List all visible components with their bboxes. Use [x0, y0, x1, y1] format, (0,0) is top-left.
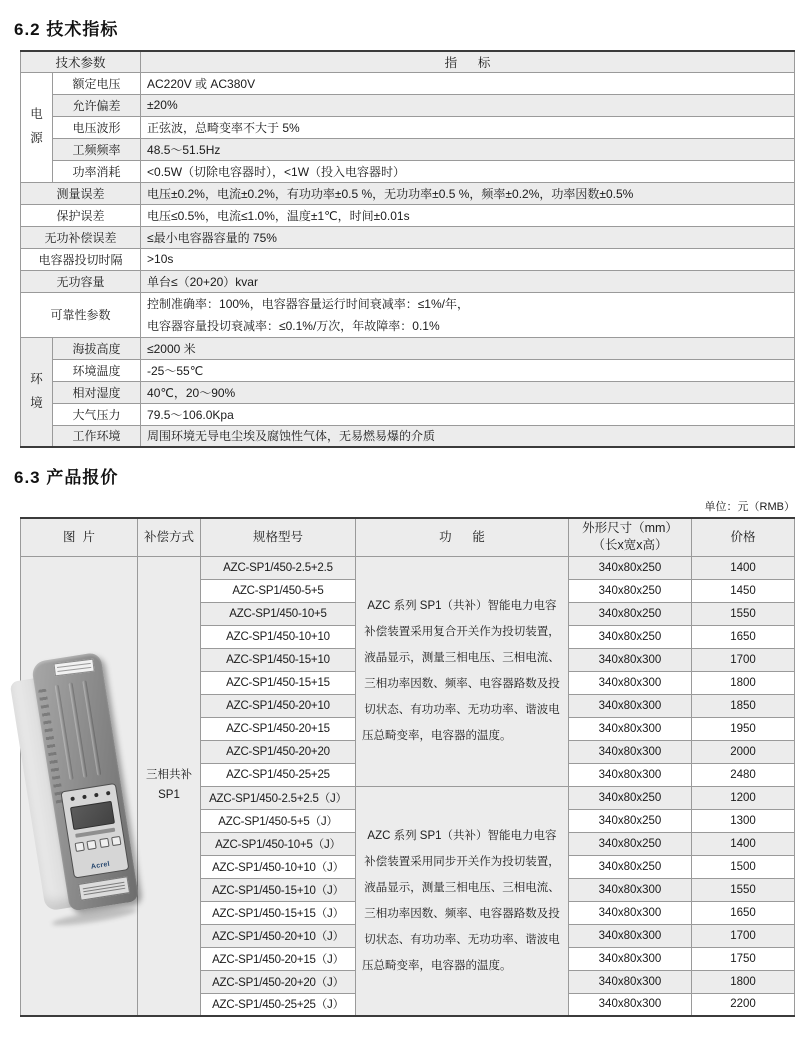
spec-param-label: 可靠性参数 — [21, 292, 141, 337]
spec-row — [21, 226, 795, 248]
dimensions: 340x80x250 — [569, 625, 692, 648]
spec-param-value: 79.5～106.0Kpa — [141, 403, 795, 425]
dimensions: 340x80x300 — [569, 947, 692, 970]
spec-row — [21, 160, 795, 182]
spec-param-label: 工作环境 — [53, 425, 141, 447]
led-indicator — [82, 794, 87, 799]
function-description: AZC 系列 SP1（共补）智能电力电容补偿装置采用同步开关作为投切装置，液晶显示，测量三相电压、三相电流、三相功率因数、频率、电容器路数及投切状态、有功功率、无功功率、谐波电压总畸变率，电容器的温度。 — [356, 786, 569, 1016]
spec-param-label: 无功容量 — [21, 270, 141, 292]
dimensions: 340x80x300 — [569, 878, 692, 901]
spec-param-label: 相对湿度 — [53, 381, 141, 403]
spec-param-label: 大气压力 — [53, 403, 141, 425]
price: 1400 — [692, 832, 795, 855]
price-header-row — [21, 518, 795, 556]
product-image-cell — [21, 556, 138, 1016]
device-control-panel — [60, 782, 129, 878]
capacitor-device-illustration — [5, 650, 149, 925]
spec-row — [21, 116, 795, 138]
price: 1800 — [692, 671, 795, 694]
model-number: AZC-SP1/450-25+25 — [201, 763, 356, 786]
price: 2480 — [692, 763, 795, 786]
price: 1700 — [692, 924, 795, 947]
spec-param-label: 功率消耗 — [53, 160, 141, 182]
price: 1850 — [692, 694, 795, 717]
model-number: AZC-SP1/450-10+5（J） — [201, 832, 356, 855]
price: 1750 — [692, 947, 795, 970]
dimensions: 340x80x250 — [569, 602, 692, 625]
dimensions: 340x80x250 — [569, 579, 692, 602]
spec-value-line: 控制准确率：100%，电容器容量运行时间衰减率：≤1%/年， — [147, 296, 469, 311]
price: 1650 — [692, 625, 795, 648]
spec-param-value: ≤最小电容器容量的 75% — [141, 226, 795, 248]
spec-param-value: ±20% — [141, 94, 795, 116]
model-number: AZC-SP1/450-20+20 — [201, 740, 356, 763]
spec-value-line: 电容器容量投切衰减率：≤0.1%/万次，年故障率：0.1% — [147, 318, 440, 333]
model-number: AZC-SP1/450-20+10（J） — [201, 924, 356, 947]
compensation-mode-cell — [138, 556, 201, 1016]
spec-row — [21, 359, 795, 381]
device-button-row — [75, 835, 122, 851]
dimensions: 340x80x300 — [569, 648, 692, 671]
compensation-mode-line1: 三相共补 — [146, 769, 192, 782]
spec-row — [21, 182, 795, 204]
model-number: AZC-SP1/450-10+10 — [201, 625, 356, 648]
dimensions: 340x80x250 — [569, 809, 692, 832]
model-number: AZC-SP1/450-15+15（J） — [201, 901, 356, 924]
spec-row — [21, 403, 795, 425]
price: 1650 — [692, 901, 795, 924]
spec-param-label: 允许偏差 — [53, 94, 141, 116]
dimensions: 340x80x300 — [569, 924, 692, 947]
price: 1550 — [692, 602, 795, 625]
price-table — [20, 517, 795, 1017]
device-groove — [82, 680, 101, 775]
compensation-mode-line2: SP1 — [158, 788, 180, 801]
price-header-model: 规格型号 — [201, 518, 356, 556]
model-number: AZC-SP1/450-15+15 — [201, 671, 356, 694]
dimensions: 340x80x300 — [569, 970, 692, 993]
dimensions: 340x80x300 — [569, 671, 692, 694]
spec-row — [21, 204, 795, 226]
dimensions: 340x80x300 — [569, 740, 692, 763]
price-header-image: 图 片 — [21, 518, 138, 556]
section-6-2-title: 6.2 技术指标 — [14, 20, 119, 39]
price: 1300 — [692, 809, 795, 832]
device-button — [111, 835, 121, 845]
spec-param-label: 保护误差 — [21, 204, 141, 226]
spec-param-value: 40℃，20～90% — [141, 381, 795, 403]
price-header-mode: 补偿方式 — [138, 518, 201, 556]
spec-table — [20, 50, 795, 448]
device-top-label — [53, 658, 94, 676]
spec-param-label: 海拔高度 — [53, 337, 141, 359]
spec-row — [21, 425, 795, 447]
spec-row — [21, 138, 795, 160]
dimensions: 340x80x250 — [569, 832, 692, 855]
model-number: AZC-SP1/450-15+10 — [201, 648, 356, 671]
model-number: AZC-SP1/450-5+5（J） — [201, 809, 356, 832]
model-number: AZC-SP1/450-15+10（J） — [201, 878, 356, 901]
dimensions: 340x80x300 — [569, 694, 692, 717]
spec-param-value — [141, 292, 795, 337]
led-indicator — [94, 792, 99, 797]
model-number: AZC-SP1/450-10+5 — [201, 602, 356, 625]
led-indicator — [106, 790, 111, 795]
price: 1550 — [692, 878, 795, 901]
spec-group-label: 环境 — [30, 372, 43, 410]
led-indicator — [70, 796, 75, 801]
price-header-function: 功 能 — [356, 518, 569, 556]
spec-param-value: -25～55℃ — [141, 359, 795, 381]
price: 1700 — [692, 648, 795, 671]
price: 1800 — [692, 970, 795, 993]
model-number: AZC-SP1/450-20+15（J） — [201, 947, 356, 970]
device-button — [87, 839, 97, 849]
section-6-3-title: 6.3 产品报价 — [14, 468, 119, 487]
device-lcd-screen — [70, 800, 115, 829]
product-photo — [21, 557, 137, 1016]
spec-param-value: <0.5W（切除电容器时），<1W（投入电容器时） — [141, 160, 795, 182]
model-number: AZC-SP1/450-25+25（J） — [201, 993, 356, 1016]
spec-group-cell — [21, 72, 53, 182]
model-number: AZC-SP1/450-10+10（J） — [201, 855, 356, 878]
model-number: AZC-SP1/450-20+20（J） — [201, 970, 356, 993]
spec-header-row — [21, 51, 795, 72]
device-button — [75, 841, 85, 851]
dimensions: 340x80x300 — [569, 993, 692, 1016]
price: 1400 — [692, 556, 795, 579]
spec-row — [21, 72, 795, 94]
model-number: AZC-SP1/450-2.5+2.5 — [201, 556, 356, 579]
dimensions: 340x80x250 — [569, 786, 692, 809]
spec-row — [21, 292, 795, 337]
model-number: AZC-SP1/450-20+15 — [201, 717, 356, 740]
spec-param-label: 电容器投切时隔 — [21, 248, 141, 270]
price: 1500 — [692, 855, 795, 878]
spec-param-value: 48.5～51.5Hz — [141, 138, 795, 160]
spec-param-value: >10s — [141, 248, 795, 270]
spec-param-label: 额定电压 — [53, 72, 141, 94]
spec-header-param: 技术参数 — [21, 51, 141, 72]
spec-param-label: 工频频率 — [53, 138, 141, 160]
device-button — [99, 837, 109, 847]
spec-param-value: 电压±0.2%，电流±0.2%，有功功率±0.5 %，无功功率±0.5 %，频率±0.2%，功率因数±0.5% — [141, 182, 795, 204]
price: 2200 — [692, 993, 795, 1016]
spec-param-label: 测量误差 — [21, 182, 141, 204]
spec-row — [21, 337, 795, 359]
price: 1200 — [692, 786, 795, 809]
spec-param-value: AC220V 或 AC380V — [141, 72, 795, 94]
dimensions: 340x80x250 — [569, 556, 692, 579]
spec-row — [21, 270, 795, 292]
spec-param-value: 单台≤（20+20）kvar — [141, 270, 795, 292]
spec-param-value: 正弦波，总畸变率不大于 5% — [141, 116, 795, 138]
model-number: AZC-SP1/450-2.5+2.5（J） — [201, 786, 356, 809]
model-number: AZC-SP1/450-20+10 — [201, 694, 356, 717]
spec-row — [21, 381, 795, 403]
spec-param-value: 周围环境无导电尘埃及腐蚀性气体，无易燃易爆的介质 — [141, 425, 795, 447]
spec-header-value: 指 标 — [141, 51, 795, 72]
model-number: AZC-SP1/450-5+5 — [201, 579, 356, 602]
dimensions: 340x80x250 — [569, 855, 692, 878]
spec-group-cell — [21, 337, 53, 447]
price: 1450 — [692, 579, 795, 602]
device-led-row — [70, 790, 110, 800]
price-header-price: 价格 — [692, 518, 795, 556]
function-description: AZC 系列 SP1（共补）智能电力电容补偿装置采用复合开关作为投切装置，液晶显示，测量三相电压、三相电流、三相功率因数、频率、电容器路数及投切状态、有功功率、无功功率、谐波电压总畸变率，电容器的温度。 — [356, 556, 569, 786]
spec-param-label: 电压波形 — [53, 116, 141, 138]
spec-param-value: 电压≤0.5%，电流≤1.0%，温度±1℃，时间±0.01s — [141, 204, 795, 226]
dimensions: 340x80x300 — [569, 763, 692, 786]
spec-param-label: 环境温度 — [53, 359, 141, 381]
dimensions: 340x80x300 — [569, 717, 692, 740]
price-header-dimensions: 外形尺寸（mm） （长x宽x高） — [569, 518, 692, 556]
spec-row — [21, 94, 795, 116]
device-info-label — [78, 876, 130, 901]
spec-param-value: ≤2000 米 — [141, 337, 795, 359]
dimensions: 340x80x300 — [569, 901, 692, 924]
price: 2000 — [692, 740, 795, 763]
price-row — [21, 556, 795, 579]
brand-logo: Acrel — [90, 860, 111, 871]
price: 1950 — [692, 717, 795, 740]
spec-param-label: 无功补偿误差 — [21, 226, 141, 248]
spec-row — [21, 248, 795, 270]
unit-note: 单位：元（RMB） — [704, 501, 795, 513]
spec-group-label: 电源 — [30, 107, 43, 145]
